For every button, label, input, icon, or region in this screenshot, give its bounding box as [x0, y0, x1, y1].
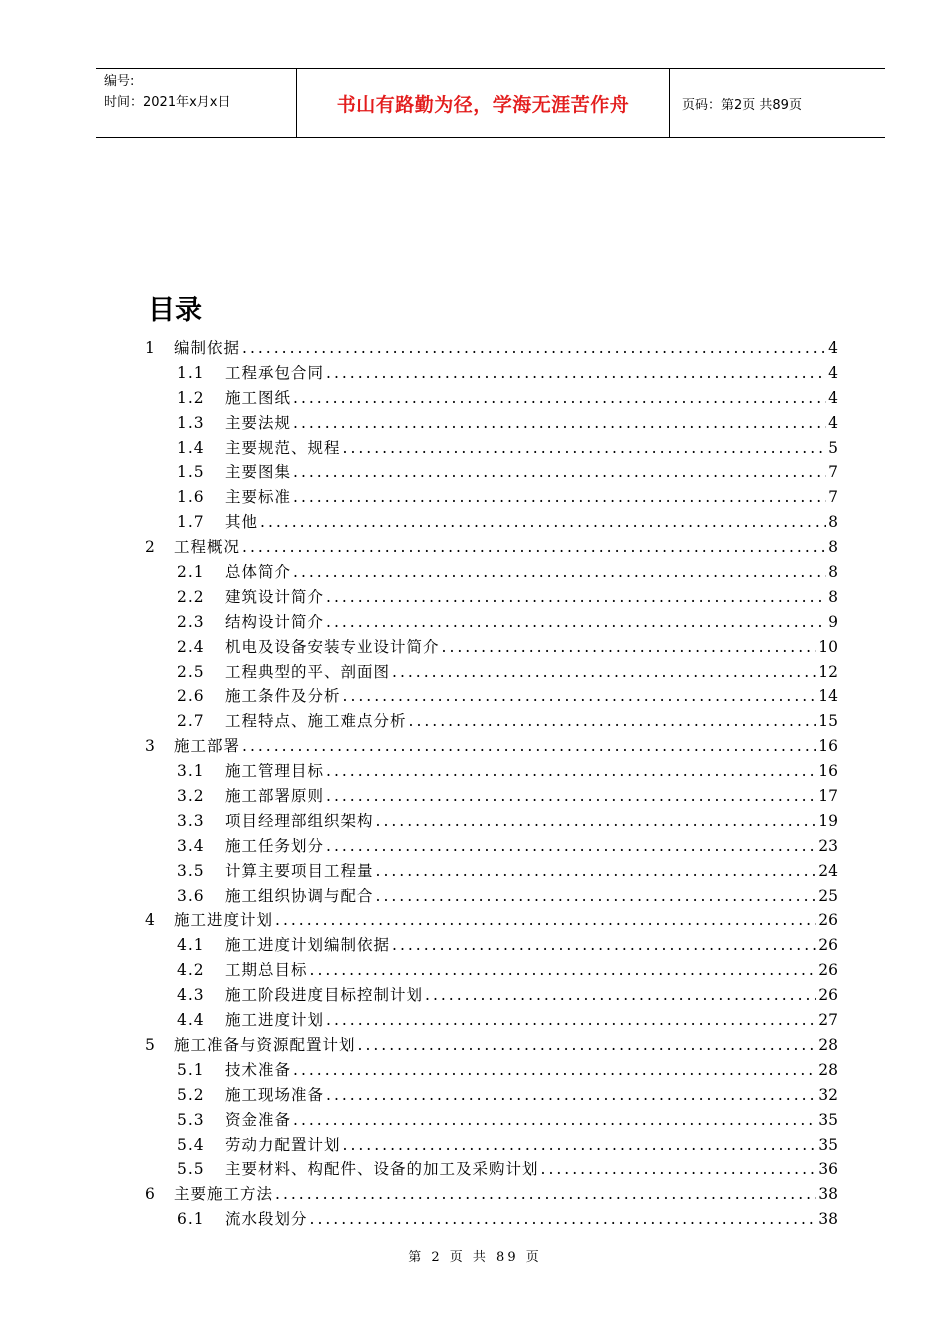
toc-entry-label: 项目经理部组织架构: [225, 811, 374, 830]
toc-entry-number: 5.2: [177, 1085, 205, 1104]
toc-entry-page: 23: [818, 836, 838, 855]
toc-entry-label: 技术准备: [225, 1060, 292, 1079]
toc-entry-page: 17: [818, 787, 838, 806]
toc-entry[interactable]: [145, 1157, 838, 1182]
toc-leader-dots: [242, 737, 816, 755]
toc-entry-number: 2: [145, 538, 155, 557]
toc-entry-label: 施工条件及分析: [225, 687, 341, 706]
toc-leader-dots: [425, 986, 816, 1004]
toc-entry-page: 15: [818, 712, 838, 731]
toc-entry[interactable]: [145, 684, 838, 709]
toc-entry-page: 24: [818, 861, 838, 880]
toc-entry[interactable]: [145, 560, 838, 585]
toc-entry-label: 流水段划分: [225, 1210, 308, 1229]
toc-entry[interactable]: [145, 759, 838, 784]
toc-entry-label: 主要标准: [225, 488, 292, 507]
toc-leader-dots: [326, 762, 816, 780]
toc-leader-dots: [392, 936, 816, 954]
toc-entry-number: 3.2: [177, 787, 205, 806]
toc-entry-label: 编制依据: [174, 339, 241, 357]
toc-entry-page: 28: [818, 1035, 838, 1054]
toc-leader-dots: [326, 787, 816, 805]
serial-label: 编号:: [104, 74, 135, 89]
toc-entry-label: 施工进度计划: [174, 911, 274, 930]
toc-entry-page: 28: [818, 1060, 838, 1079]
toc-entry-number: 3.1: [177, 762, 205, 781]
toc-entry-number: 5.4: [177, 1135, 205, 1154]
toc-entry[interactable]: [145, 336, 838, 361]
toc-entry-page: 16: [818, 737, 838, 756]
toc-entry-page: 19: [818, 811, 838, 830]
header-slogan: 书山有路勤为径，学海无涯苦作舟: [297, 69, 670, 137]
toc-entry-page: 4: [828, 339, 838, 357]
toc-leader-dots: [343, 439, 827, 457]
toc-entry-label: 主要法规: [225, 413, 292, 432]
toc-entry-label: 工期总目标: [225, 961, 308, 980]
toc-entry-number: 1: [145, 339, 155, 357]
toc-entry[interactable]: [145, 908, 838, 933]
toc-entry-page: 26: [818, 961, 838, 980]
toc-entry[interactable]: [145, 958, 838, 983]
toc-entry-label: 施工进度计划编制依据: [225, 936, 391, 955]
toc-entry-label: 主要材料、构配件、设备的加工及采购计划: [225, 1160, 539, 1179]
toc-entry[interactable]: [145, 784, 838, 809]
toc-leader-dots: [541, 1160, 817, 1178]
toc-entry[interactable]: [145, 411, 838, 436]
toc-entry-page: 8: [828, 513, 838, 532]
toc-leader-dots: [293, 1061, 816, 1079]
toc-entry-label: 资金准备: [225, 1110, 292, 1129]
toc-entry-page: 8: [828, 538, 838, 557]
toc-leader-dots: [293, 1111, 816, 1129]
toc-entry-page: 10: [818, 637, 838, 656]
toc-entry-number: 1.5: [177, 463, 205, 482]
toc-entry-number: 2.3: [177, 612, 205, 631]
toc-leader-dots: [293, 563, 826, 581]
toc-entry[interactable]: [145, 933, 838, 958]
toc-leader-dots: [326, 364, 826, 382]
toc-entry-page: 32: [818, 1085, 838, 1104]
toc-entry-page: 26: [818, 911, 838, 930]
toc-entry[interactable]: [145, 386, 838, 411]
toc-entry-label: 其他: [225, 513, 259, 532]
toc-entry-label: 结构设计简介: [225, 612, 325, 631]
toc-entry[interactable]: [145, 1133, 838, 1158]
toc-entry-page: 26: [818, 986, 838, 1005]
toc-entry-number: 1.6: [177, 488, 205, 507]
toc-entry[interactable]: [145, 884, 838, 909]
toc-leader-dots: [260, 513, 826, 531]
toc-leader-dots: [326, 1086, 816, 1104]
toc-entry-number: 5: [145, 1035, 155, 1054]
toc-entry[interactable]: [145, 1083, 838, 1108]
toc-entry[interactable]: [145, 709, 838, 734]
toc-entry-page: 4: [828, 388, 838, 407]
toc-entry-page: 26: [818, 936, 838, 955]
toc-entry[interactable]: [145, 1033, 838, 1058]
toc-entry-number: 3.3: [177, 811, 205, 830]
toc-entry[interactable]: [145, 510, 838, 535]
toc-entry-label: 施工阶段进度目标控制计划: [225, 986, 424, 1005]
toc-entry-number: 3.5: [177, 861, 205, 880]
toc-entry[interactable]: [145, 635, 838, 660]
toc-entry[interactable]: [145, 983, 838, 1008]
toc-entry[interactable]: [145, 485, 838, 510]
toc-leader-dots: [275, 911, 816, 929]
toc-entry-page: 7: [828, 488, 838, 507]
toc-entry-number: 1.4: [177, 438, 205, 457]
toc-entry-label: 施工部署原则: [225, 787, 325, 806]
toc-entry-number: 2.1: [177, 563, 205, 582]
toc-leader-dots: [275, 1185, 816, 1203]
toc-leader-dots: [343, 687, 817, 705]
toc-entry-page: 35: [818, 1110, 838, 1129]
toc-entry[interactable]: [145, 660, 838, 685]
toc-entry-page: 9: [828, 612, 838, 631]
toc-entry-number: 1.1: [177, 363, 205, 382]
toc-leader-dots: [293, 488, 826, 506]
toc-leader-dots: [293, 389, 826, 407]
toc-entry-number: 5.5: [177, 1160, 205, 1179]
toc-entry[interactable]: [145, 859, 838, 884]
time-label: 时间：2021年x月x日: [104, 95, 231, 110]
toc-entry-number: 2.7: [177, 712, 205, 731]
toc-entry-label: 施工部署: [174, 737, 241, 756]
toc-entry-label: 建筑设计简介: [225, 587, 325, 606]
toc-entry-page: 4: [828, 363, 838, 382]
toc-entry-page: 7: [828, 463, 838, 482]
toc-entry-page: 8: [828, 587, 838, 606]
toc-entry-label: 机电及设备安装专业设计简介: [225, 637, 440, 656]
toc-entry-number: 2.4: [177, 637, 205, 656]
toc-leader-dots: [310, 961, 817, 979]
toc-entry-label: 施工任务划分: [225, 836, 325, 855]
toc-entry-number: 4.4: [177, 1011, 205, 1030]
toc-entry[interactable]: [145, 436, 838, 461]
toc-leader-dots: [376, 862, 817, 880]
toc-leader-dots: [293, 414, 826, 432]
toc-entry-number: 5.3: [177, 1110, 205, 1129]
toc-entry-page: 36: [818, 1160, 838, 1179]
toc-leader-dots: [310, 1210, 817, 1228]
toc-entry-page: 38: [818, 1210, 838, 1229]
toc-entry-label: 主要图集: [225, 463, 292, 482]
toc-entry[interactable]: [145, 734, 838, 759]
toc-entry-page: 8: [828, 563, 838, 582]
toc-entry-number: 3.4: [177, 836, 205, 855]
toc-entry-label: 施工准备与资源配置计划: [174, 1035, 356, 1054]
toc-entry-label: 施工管理目标: [225, 762, 325, 781]
toc-entry-label: 计算主要项目工程量: [225, 861, 374, 880]
toc-leader-dots: [242, 538, 826, 556]
toc-entry-label: 总体简介: [225, 563, 292, 582]
header-left-cell: [96, 69, 297, 137]
toc-entry-label: 施工现场准备: [225, 1085, 325, 1104]
toc-entry-number: 4.1: [177, 936, 205, 955]
toc-entry[interactable]: [145, 834, 838, 859]
toc-leader-dots: [326, 613, 826, 631]
toc-leader-dots: [326, 837, 816, 855]
toc-entry-label: 工程承包合同: [225, 363, 325, 382]
toc-entry-label: 工程典型的平、剖面图: [225, 662, 391, 681]
toc-entry-page: 16: [818, 762, 838, 781]
toc-leader-dots: [343, 1136, 817, 1154]
toc-entry-number: 1.2: [177, 388, 205, 407]
toc-leader-dots: [376, 887, 817, 905]
toc-entry-label: 工程特点、施工难点分析: [225, 712, 407, 731]
toc-entry-page: 35: [818, 1135, 838, 1154]
toc-entry-label: 施工组织协调与配合: [225, 886, 374, 905]
toc-entry-label: 劳动力配置计划: [225, 1135, 341, 1154]
table-of-contents: [145, 336, 838, 1232]
toc-leader-dots: [358, 1036, 817, 1054]
toc-leader-dots: [442, 638, 817, 656]
toc-entry[interactable]: [145, 1207, 838, 1232]
page-header: [96, 68, 885, 138]
toc-entry-label: 主要施工方法: [174, 1185, 274, 1204]
toc-entry[interactable]: [145, 1182, 838, 1207]
toc-leader-dots: [392, 663, 816, 681]
toc-entry-number: 3.6: [177, 886, 205, 905]
toc-entry[interactable]: [145, 1058, 838, 1083]
toc-title: 目录: [148, 295, 202, 326]
toc-entry-number: 5.1: [177, 1060, 205, 1079]
toc-entry-number: 3: [145, 737, 155, 756]
toc-leader-dots: [326, 588, 826, 606]
toc-entry-number: 2.5: [177, 662, 205, 681]
toc-entry[interactable]: [145, 361, 838, 386]
toc-entry-page: 4: [828, 413, 838, 432]
toc-entry[interactable]: [145, 460, 838, 485]
toc-entry-page: 25: [818, 886, 838, 905]
toc-entry-page: 27: [818, 1011, 838, 1030]
toc-entry-page: 14: [818, 687, 838, 706]
toc-leader-dots: [409, 712, 817, 730]
toc-entry-page: 38: [818, 1185, 838, 1204]
toc-entry-number: 2.6: [177, 687, 205, 706]
toc-entry-label: 工程概况: [174, 538, 241, 557]
toc-entry[interactable]: [145, 1008, 838, 1033]
toc-entry-number: 6: [145, 1185, 155, 1204]
toc-entry-label: 施工图纸: [225, 388, 292, 407]
toc-entry[interactable]: [145, 809, 838, 834]
toc-entry[interactable]: [145, 535, 838, 560]
toc-entry-number: 4.2: [177, 961, 205, 980]
toc-leader-dots: [242, 339, 826, 357]
header-page-info: 页码：第2页 共89页: [682, 97, 802, 113]
toc-entry-number: 6.1: [177, 1210, 205, 1229]
toc-entry[interactable]: [145, 585, 838, 610]
toc-entry-number: 1.7: [177, 513, 205, 532]
toc-leader-dots: [376, 812, 817, 830]
toc-entry-number: 1.3: [177, 413, 205, 432]
page-footer: 第 2 页 共 89 页: [408, 1250, 542, 1265]
toc-entry[interactable]: [145, 1108, 838, 1133]
toc-entry-page: 12: [818, 662, 838, 681]
toc-entry-number: 4.3: [177, 986, 205, 1005]
toc-entry-number: 2.2: [177, 587, 205, 606]
toc-entry-number: 4: [145, 911, 155, 930]
toc-entry-page: 5: [828, 438, 838, 457]
toc-leader-dots: [326, 1011, 816, 1029]
toc-leader-dots: [293, 463, 826, 481]
toc-entry-label: 施工进度计划: [225, 1011, 325, 1030]
toc-entry[interactable]: [145, 610, 838, 635]
toc-entry-label: 主要规范、规程: [225, 438, 341, 457]
